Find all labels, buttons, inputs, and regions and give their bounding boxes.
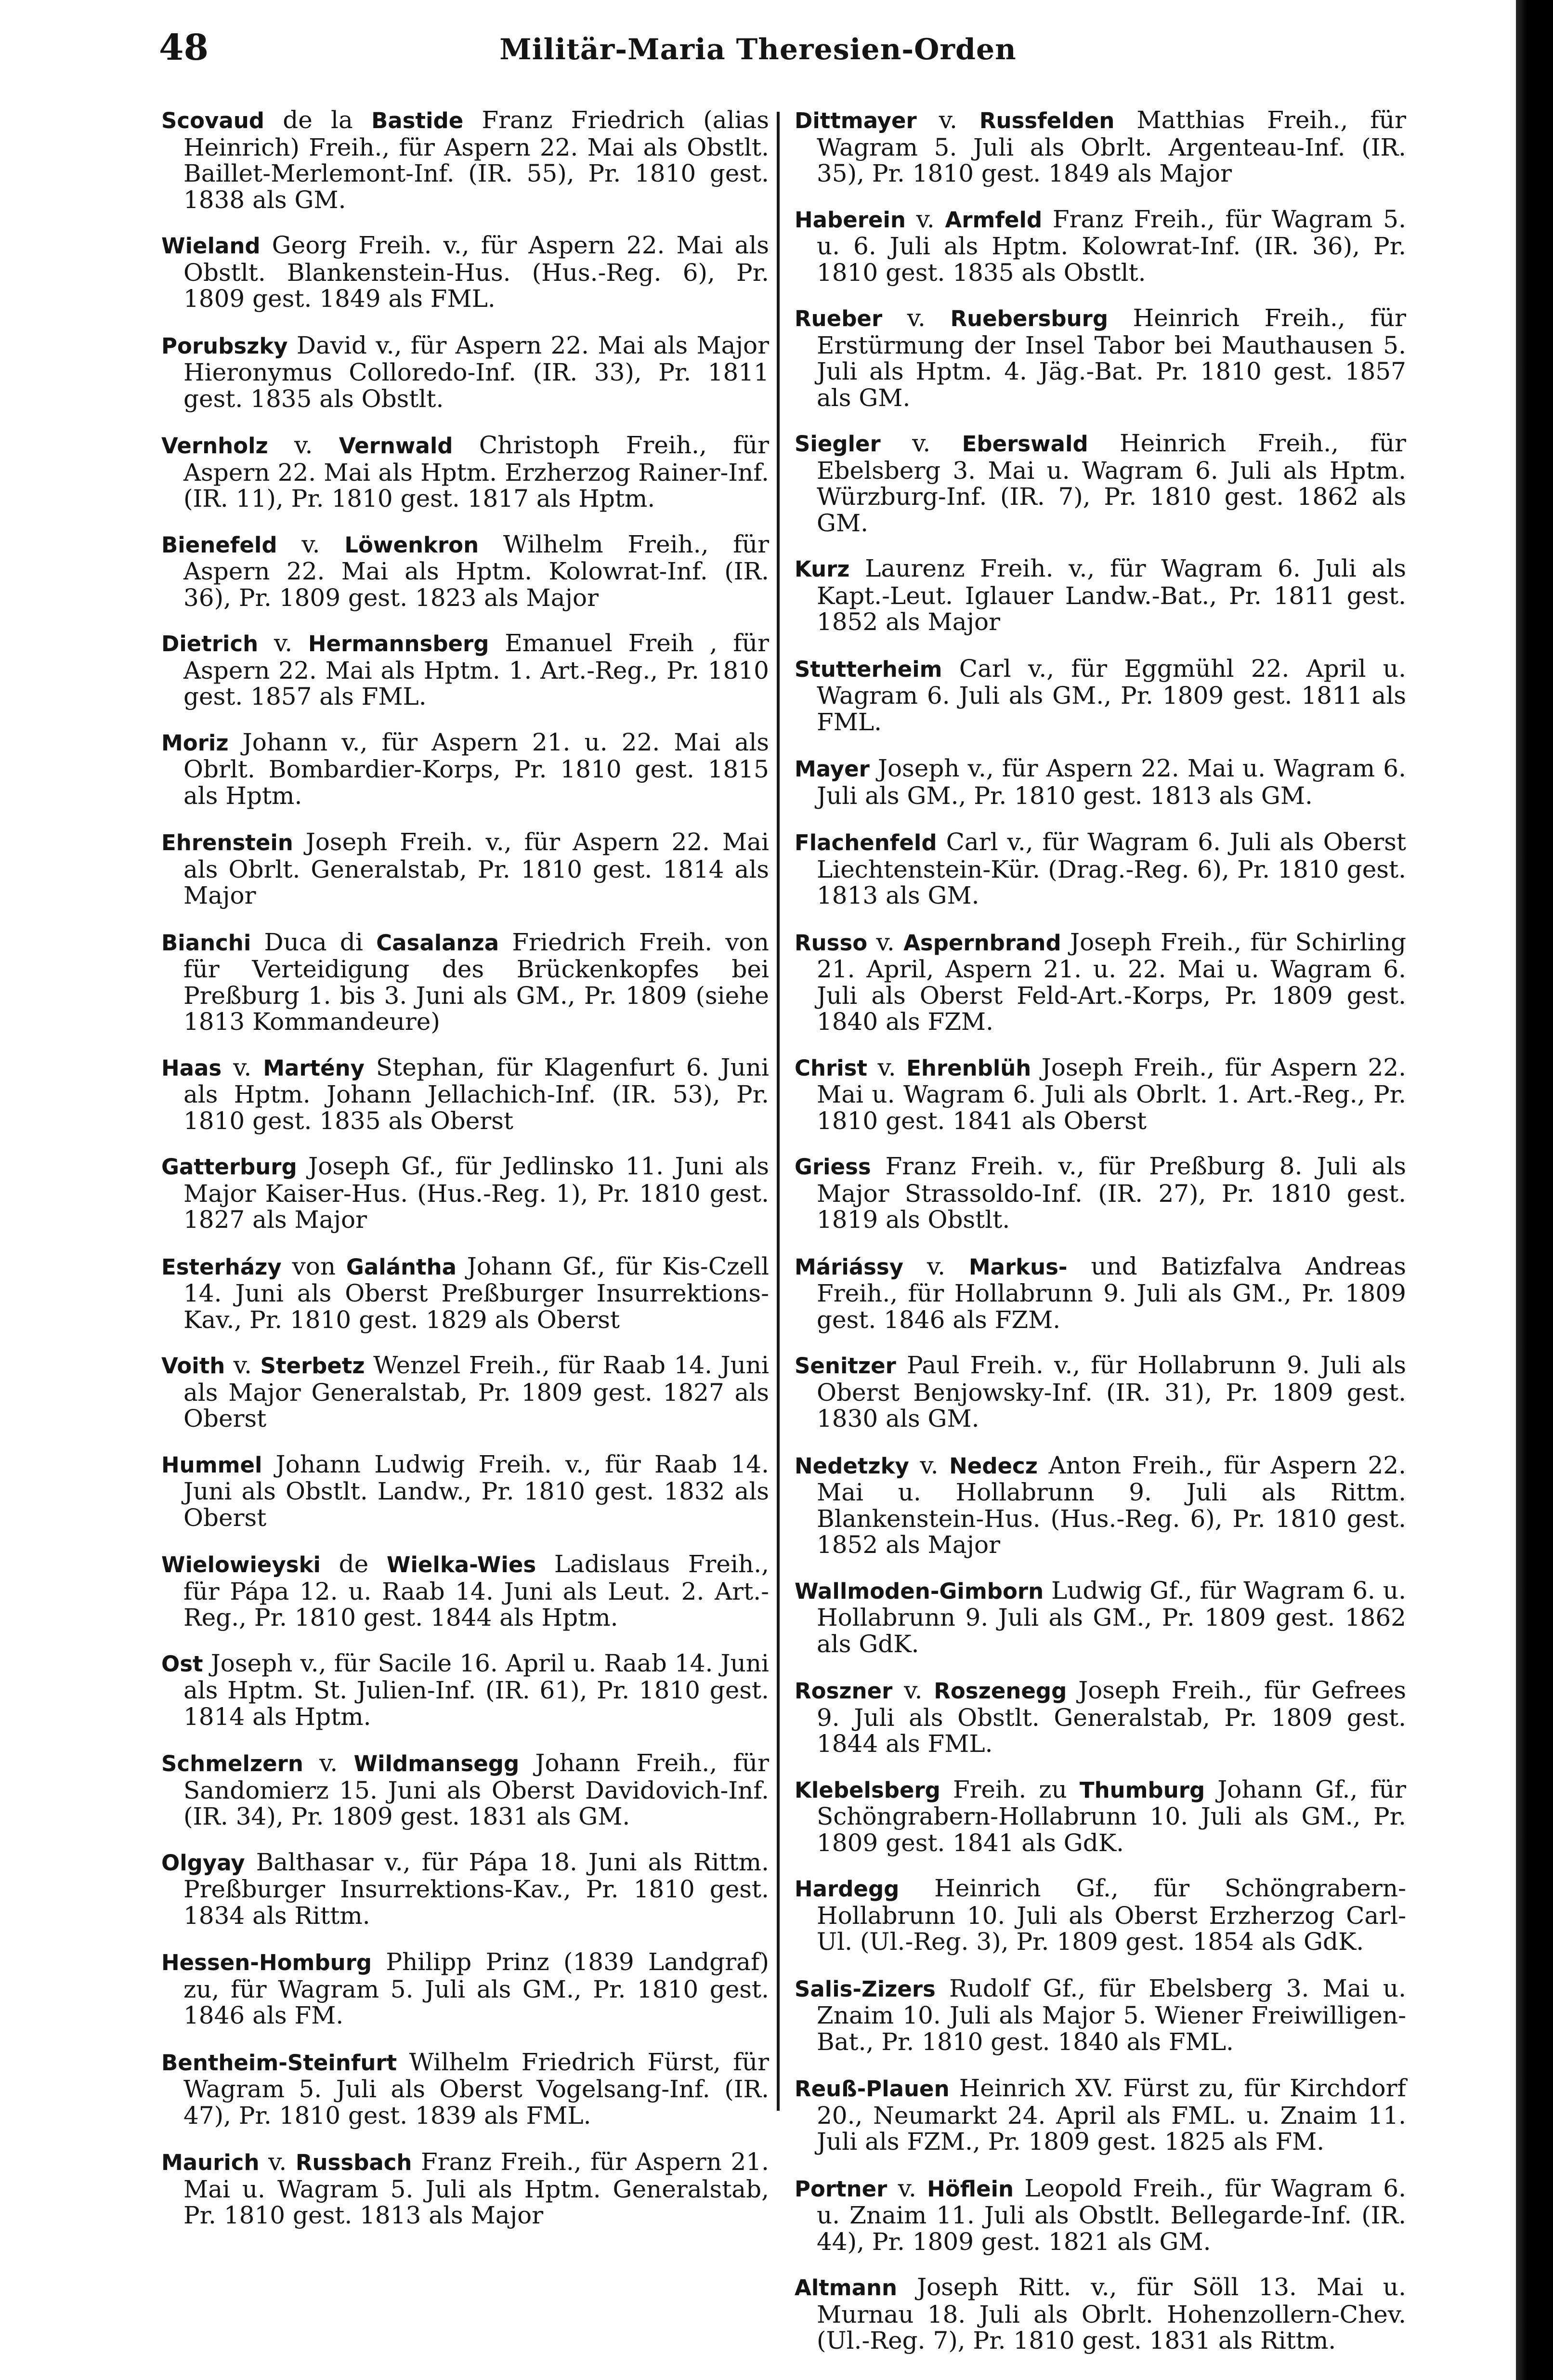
entry-text: Balthasar v., für Pápa 18. Juni als Rittm. Preßburger Insurrektions-Kav., Pr. 1810 gest. 1834 als Rittm. bbox=[183, 1848, 769, 1930]
entry-text: Franz Freih. v., für Preßburg 8. Juli als Major Strassoldo-Inf. (IR. 27), Pr. 1810 gest. 1819 als Obstlt. bbox=[817, 1152, 1406, 1234]
entry-text: de la bbox=[264, 106, 372, 134]
entry bbox=[161, 1650, 769, 1731]
entry-name: Porubszky bbox=[161, 333, 288, 359]
entry-name: Wielowieyski bbox=[161, 1552, 321, 1578]
entry-text: Johann Ludwig Freih. v., für Raab 14. Juni als Obstlt. Landw., Pr. 1810 gest. 1832 als Oberst bbox=[183, 1450, 769, 1532]
entry bbox=[161, 332, 769, 413]
entry-name-2: Höflein bbox=[927, 2176, 1014, 2202]
entry bbox=[161, 1253, 769, 1333]
entry-text: v. bbox=[277, 530, 345, 558]
entry-rest: Ladislaus Freih., für Pápa 12. u. Raab 14. Juni als Leut. 2. Art.-Reg., Pr. 1810 gest. 1844 als Hptm. bbox=[183, 1550, 769, 1631]
entry-name: Ost bbox=[161, 1651, 203, 1677]
entry-name: Bianchi bbox=[161, 930, 251, 956]
entry-name-2: Russbach bbox=[295, 2150, 412, 2175]
entry-text: Carl v., für Eggmühl 22. April u. Wagram 6. Juli als GM., Pr. 1809 gest. 1811 als FML. bbox=[817, 654, 1406, 736]
entry-rest: Wenzel Freih., für Raab 14. Juni als Major Generalstab, Pr. 1809 gest. 1827 als Oberst bbox=[183, 1351, 769, 1433]
entry bbox=[795, 1253, 1406, 1333]
entry-rest: Joseph Freih., für Gefrees 9. Juli als Obstlt. Generalstab, Pr. 1809 gest. 1844 als FML. bbox=[817, 1676, 1407, 1758]
entry-text: von bbox=[281, 1252, 346, 1280]
entry-name: Reuß-Plauen bbox=[795, 2076, 950, 2102]
page-number: 48 bbox=[159, 27, 209, 68]
entry-text: Heinrich Gf., für Schöngrabern-Hollabrunn 10. Juli als Oberst Erzherzog Carl-Ul. (Ul.-Reg. 3), Pr. 1809 gest. 1854 als GdK. bbox=[817, 1874, 1406, 1956]
entry-text: Joseph v., für Sacile 16. April u. Raab 14. Juni als Hptm. St. Julien-Inf. (IR. 61), Pr. 1810 gest. 1814 als Hptm. bbox=[183, 1649, 769, 1731]
entry-name: Haas bbox=[161, 1055, 222, 1081]
entry-name: Esterházy bbox=[161, 1254, 282, 1280]
entry-name: Flachenfeld bbox=[795, 830, 937, 855]
entry-text: Joseph v., für Aspern 22. Mai u. Wagram 6. Juli als GM., Pr. 1810 gest. 1813 als GM. bbox=[817, 754, 1406, 810]
entry-rest: Franz Freih., für Wagram 5. u. 6. Juli als Hptm. Kolowrat-Inf. (IR. 36), Pr. 1810 gest. 1835 als Obstlt. bbox=[817, 205, 1406, 287]
entry-name: Voith bbox=[161, 1353, 225, 1379]
entry bbox=[161, 2149, 769, 2229]
entry-name: Altmann bbox=[795, 2275, 898, 2301]
entry bbox=[795, 755, 1406, 810]
entry-rest: Heinrich Freih., für Erstürmung der Insel Tabor bei Mauthausen 5. Juli als Hptm. 4. Jäg.-Bat. Pr. 1810 gest. 1857 als GM. bbox=[817, 304, 1406, 412]
entry-name-2: Markus- bbox=[968, 1254, 1068, 1280]
entry bbox=[161, 1153, 769, 1234]
entry-text: v. bbox=[880, 429, 962, 457]
entry-text: Rudolf Gf., für Ebelsberg 3. Mai u. Znaim 10. Juli als Major 5. Wiener Freiwilligen-Bat., Pr. 1810 gest. 1840 als FML. bbox=[817, 1974, 1406, 2056]
entry-name: Wieland bbox=[161, 233, 261, 259]
entry bbox=[161, 829, 769, 910]
entry bbox=[161, 1054, 769, 1134]
entry-name-2: Hermannsberg bbox=[308, 631, 489, 657]
entry bbox=[795, 2274, 1406, 2355]
entry-name-2: Ehrenblüh bbox=[906, 1055, 1031, 1081]
entry bbox=[795, 1054, 1406, 1134]
entry-text: Heinrich XV. Fürst zu, für Kirchdorf 20., Neumarkt 24. April als FML. u. Znaim 11. Juli als FZM., Pr. 1809 gest. 1825 als FM. bbox=[817, 2074, 1406, 2156]
entry-name-2: Martény bbox=[263, 1055, 365, 1081]
entry-name: Salis-Zizers bbox=[795, 1976, 936, 2002]
entry-name: Russo bbox=[795, 930, 868, 956]
entry-rest: Franz Friedrich (alias Heinrich) Freih., für Aspern 22. Mai als Obstlt. Baillet-Merlemont-Inf. (IR. 55), Pr. 1810 gest. 1838 als GM. bbox=[183, 106, 769, 214]
entry-text: v. bbox=[867, 1053, 907, 1081]
entry-rest: Anton Freih., für Aspern 22. Mai u. Hollabrunn 9. Juli als Rittm. Blankenstein-Hus. (Hus.-Reg. 6), Pr. 1810 gest. 1852 als Major bbox=[817, 1451, 1406, 1559]
entry bbox=[161, 107, 769, 213]
entry-name: Scovaud bbox=[161, 108, 264, 133]
entry-text: Carl v., für Wagram 6. Juli als Oberst Liechtenstein-Kür. (Drag.-Reg. 6), Pr. 1810 gest. 1813 als GM. bbox=[817, 828, 1406, 909]
entry-text: v. bbox=[867, 928, 904, 956]
entry-name-2: Wielka-Wies bbox=[386, 1552, 536, 1578]
column-divider bbox=[777, 112, 780, 2111]
entry-name: Wallmoden-Gimborn bbox=[795, 1578, 1044, 1604]
running-title: Militär-Maria Theresien-Orden bbox=[499, 33, 1017, 66]
entry bbox=[795, 430, 1406, 536]
entry bbox=[795, 305, 1406, 411]
entry-name: Ehrenstein bbox=[161, 830, 293, 855]
entry-name: Siegler bbox=[795, 431, 881, 457]
entry-name-2: Wildmansegg bbox=[353, 1751, 520, 1776]
entry bbox=[795, 1875, 1406, 1956]
entry-text: v. bbox=[258, 629, 308, 657]
entry-text: v. bbox=[916, 106, 979, 134]
page-edge-shadow bbox=[1516, 0, 1553, 2380]
entry bbox=[161, 1451, 769, 1532]
entry-name: Hessen-Homburg bbox=[161, 1950, 372, 1975]
entry-name: Dietrich bbox=[161, 631, 259, 657]
entry-name-2: Aspernbrand bbox=[903, 930, 1061, 956]
entry bbox=[795, 555, 1406, 636]
entry-name-2: Eberswald bbox=[962, 431, 1088, 457]
entry-name-2: Ruebersburg bbox=[950, 306, 1109, 331]
entry bbox=[161, 1551, 769, 1631]
entry-text: Laurenz Freih. v., für Wagram 6. Juli als Kapt.-Leut. Iglauer Landw.-Bat., Pr. 1811 gest. 1852 als Major bbox=[817, 554, 1406, 636]
entry-text: v. bbox=[268, 431, 339, 459]
entry-name: Maurich bbox=[161, 2150, 260, 2175]
entry bbox=[795, 2075, 1406, 2156]
entry-name: Hummel bbox=[161, 1452, 262, 1478]
entry-rest: Franz Freih., für Aspern 21. Mai u. Wagram 5. Juli als Hptm. Generalstab, Pr. 1810 gest. 1813 als Major bbox=[183, 2148, 769, 2229]
entry-name: Christ bbox=[795, 1055, 867, 1081]
entry bbox=[795, 929, 1406, 1035]
entry-name: Nedetzky bbox=[795, 1453, 909, 1479]
entry-name-2: Nedecz bbox=[949, 1453, 1038, 1479]
entry-text: Joseph Gf., für Jedlinsko 11. Juni als Major Kaiser-Hus. (Hus.-Reg. 1), Pr. 1810 gest. 1827 als Major bbox=[183, 1152, 769, 1234]
entry-rest: Joseph Freih., für Schirling 21. April, Aspern 21. u. 22. Mai u. Wagram 6. Juli als Oberst Feld-Art.-Korps, Pr. 1809 gest. 1840 als FZM. bbox=[817, 928, 1407, 1036]
entry-name: Bentheim-Steinfurt bbox=[161, 2050, 397, 2076]
entry-text: Ludwig Gf., für Wagram 6. u. Hollabrunn 9. Juli als GM., Pr. 1809 gest. 1862 als GdK. bbox=[817, 1576, 1406, 1658]
entry-text: v. bbox=[903, 1252, 969, 1280]
entry-text: v. bbox=[222, 1053, 263, 1081]
entry-rest: Leopold Freih., für Wagram 6. u. Znaim 11. Juli als Obstlt. Bellegarde-Inf. (IR. 44), Pr. 1809 gest. 1821 als GM. bbox=[817, 2174, 1406, 2256]
left-column bbox=[161, 107, 769, 2248]
entry-text: Wilhelm Friedrich Fürst, für Wagram 5. Juli als Oberst Vogelsang-Inf. (IR. 47), Pr. 1810 gest. 1839 als FML. bbox=[183, 2048, 769, 2130]
entry-name: Hardegg bbox=[795, 1876, 900, 1902]
entry-name: Vernholz bbox=[161, 433, 268, 459]
entry-text: v. bbox=[892, 1676, 934, 1704]
entry bbox=[795, 107, 1406, 187]
entry-text: Georg Freih. v., für Aspern 22. Mai als Obstlt. Blankenstein-Hus. (Hus.-Reg. 6), Pr. 1809 gest. 1849 als FML. bbox=[183, 231, 769, 313]
page-header bbox=[0, 27, 1516, 88]
entry bbox=[795, 1975, 1406, 2056]
entry-name: Schmelzern bbox=[161, 1751, 303, 1776]
entry-name-2: Löwenkron bbox=[344, 532, 479, 558]
entry-name: Gatterburg bbox=[161, 1154, 297, 1180]
entry-name: Dittmayer bbox=[795, 108, 917, 133]
entry-text: v. bbox=[905, 205, 945, 233]
entry bbox=[795, 656, 1406, 736]
entry-text: v. bbox=[303, 1749, 354, 1777]
entry-name-2: Sterbetz bbox=[260, 1353, 365, 1379]
entry-rest: Emanuel Freih , für Aspern 22. Mai als Hptm. 1. Art.-Reg., Pr. 1810 gest. 1857 als FML. bbox=[183, 629, 769, 710]
entry bbox=[161, 929, 769, 1035]
entry bbox=[161, 2049, 769, 2130]
entry-rest: Johann Gf., für Kis-Czell 14. Juni als Oberst Preßburger Insurrektions-Kav., Pr. 1810 gest. 1829 als Oberst bbox=[183, 1252, 769, 1334]
entry-text: Joseph Freih. v., für Aspern 22. Mai als Obrlt. Generalstab, Pr. 1810 gest. 1814 als Major bbox=[183, 828, 769, 909]
entry-rest: Heinrich Freih., für Ebelsberg 3. Mai u. Wagram 6. Juli als Hptm. Würzburg-Inf. (IR. 7), Pr. 1810 gest. 1862 als GM. bbox=[817, 429, 1406, 537]
entry bbox=[161, 729, 769, 810]
entry bbox=[161, 1352, 769, 1432]
entry-text: v. bbox=[882, 304, 951, 332]
entry-text: Joseph Ritt. v., für Söll 13. Mai u. Murnau 18. Juli als Obrlt. Hohenzollern-Chev. (Ul.-Reg. 7), Pr. 1810 gest. 1831 als Rittm. bbox=[817, 2273, 1406, 2354]
entry bbox=[161, 232, 769, 313]
entry-name-2: Roszenegg bbox=[934, 1678, 1067, 1704]
entry-name: Stutterheim bbox=[795, 656, 942, 682]
entry-name: Portner bbox=[795, 2176, 887, 2202]
entry-name-2: Thumburg bbox=[1079, 1777, 1205, 1803]
entry bbox=[795, 1452, 1406, 1558]
entry bbox=[161, 630, 769, 710]
entry-name: Kurz bbox=[795, 556, 850, 582]
entry-rest: Wilhelm Freih., für Aspern 22. Mai als Hptm. Kolowrat-Inf. (IR. 36), Pr. 1809 gest. 1823 als Major bbox=[183, 530, 769, 612]
entry bbox=[795, 206, 1406, 286]
entry-text: v. bbox=[909, 1451, 950, 1479]
entry-name-2: Casalanza bbox=[376, 930, 499, 956]
entry-name-2: Russfelden bbox=[979, 108, 1115, 133]
right-column bbox=[795, 107, 1406, 2374]
entry-text: v. bbox=[225, 1351, 261, 1379]
entry-text: de bbox=[320, 1550, 387, 1578]
entry-name: Senitzer bbox=[795, 1353, 896, 1379]
entry bbox=[795, 2175, 1406, 2255]
entry-rest: Friedrich Freih. von für Verteidigung des Brückenkopfes bei Preßburg 1. bis 3. Juni als GM., Pr. 1809 (siehe 1813 Kommandeure) bbox=[183, 928, 769, 1036]
entry-name: Haberein bbox=[795, 207, 906, 233]
entry bbox=[795, 1352, 1406, 1433]
entry-text: Duca di bbox=[251, 928, 377, 956]
entry-text: Freih. zu bbox=[940, 1775, 1080, 1803]
entry-name: Moriz bbox=[161, 730, 229, 756]
entry-rest: und Batizfalva Andreas Freih., für Hollabrunn 9. Juli als GM., Pr. 1809 gest. 1846 als FZM. bbox=[817, 1252, 1407, 1334]
entry-name: Roszner bbox=[795, 1678, 893, 1704]
entry-name: Rueber bbox=[795, 306, 883, 331]
entry bbox=[795, 829, 1406, 910]
entry bbox=[161, 1949, 769, 2030]
entry-name: Olgyay bbox=[161, 1850, 245, 1876]
entry-name: Máriássy bbox=[795, 1254, 904, 1280]
entry-rest: Matthias Freih., für Wagram 5. Juli als Obrlt. Argenteau-Inf. (IR. 35), Pr. 1810 gest. 1849 als Major bbox=[817, 106, 1406, 187]
entry-rest: Christoph Freih., für Aspern 22. Mai als Hptm. Erzherzog Rainer-Inf. (IR. 11), Pr. 1810 gest. 1817 als Hptm. bbox=[183, 431, 769, 513]
entry bbox=[161, 1750, 769, 1830]
entry-name: Bienefeld bbox=[161, 532, 277, 558]
entry-name: Griess bbox=[795, 1154, 871, 1180]
entry bbox=[161, 1849, 769, 1930]
entry-rest: Stephan, für Klagenfurt 6. Juni als Hptm. Johann Jellachich-Inf. (IR. 53), Pr. 1810 gest. 1835 als Oberst bbox=[183, 1053, 769, 1135]
entry bbox=[161, 432, 769, 512]
entry-name-2: Vernwald bbox=[339, 433, 453, 459]
entry-text: v. bbox=[259, 2148, 296, 2176]
entry-text: Philipp Prinz (1839 Landgraf) zu, für Wagram 5. Juli als GM., Pr. 1810 gest. 1846 als FM. bbox=[183, 1948, 769, 2029]
entry-text: David v., für Aspern 22. Mai als Major Hieronymus Colloredo-Inf. (IR. 33), Pr. 1811 gest. 1835 als Obstlt. bbox=[183, 331, 769, 413]
entry-text: v. bbox=[887, 2174, 927, 2202]
entry bbox=[161, 531, 769, 611]
entry-text: Paul Freih. v., für Hollabrunn 9. Juli als Oberst Benjowsky-Inf. (IR. 31), Pr. 1809 gest. 1830 als GM. bbox=[817, 1351, 1406, 1433]
entry-name-2: Armfeld bbox=[945, 207, 1043, 233]
entry-name: Mayer bbox=[795, 756, 870, 782]
entry bbox=[795, 1677, 1406, 1757]
entry bbox=[795, 1776, 1406, 1856]
entry-name: Klebelsberg bbox=[795, 1777, 940, 1803]
entry-name-2: Galántha bbox=[346, 1254, 457, 1280]
entry-rest: Johann Gf., für Schöngrabern-Hollabrunn 10. Juli als GM., Pr. 1809 gest. 1841 als GdK. bbox=[817, 1775, 1406, 1857]
entry bbox=[795, 1153, 1406, 1234]
entry-rest: Joseph Freih., für Aspern 22. Mai u. Wagram 6. Juli als Obrlt. 1. Art.-Reg., Pr. 1810 gest. 1841 als Oberst bbox=[817, 1053, 1406, 1135]
entry-rest: Johann Freih., für Sandomierz 15. Juni als Oberst Davidovich-Inf. (IR. 34), Pr. 1809 gest. 1831 als GM. bbox=[183, 1749, 769, 1830]
entry-text: Johann v., für Aspern 21. u. 22. Mai als Obrlt. Bombardier-Korps, Pr. 1810 gest. 1815 als Hptm. bbox=[183, 728, 769, 810]
entry-name-2: Bastide bbox=[371, 108, 464, 133]
entry bbox=[795, 1578, 1406, 1658]
